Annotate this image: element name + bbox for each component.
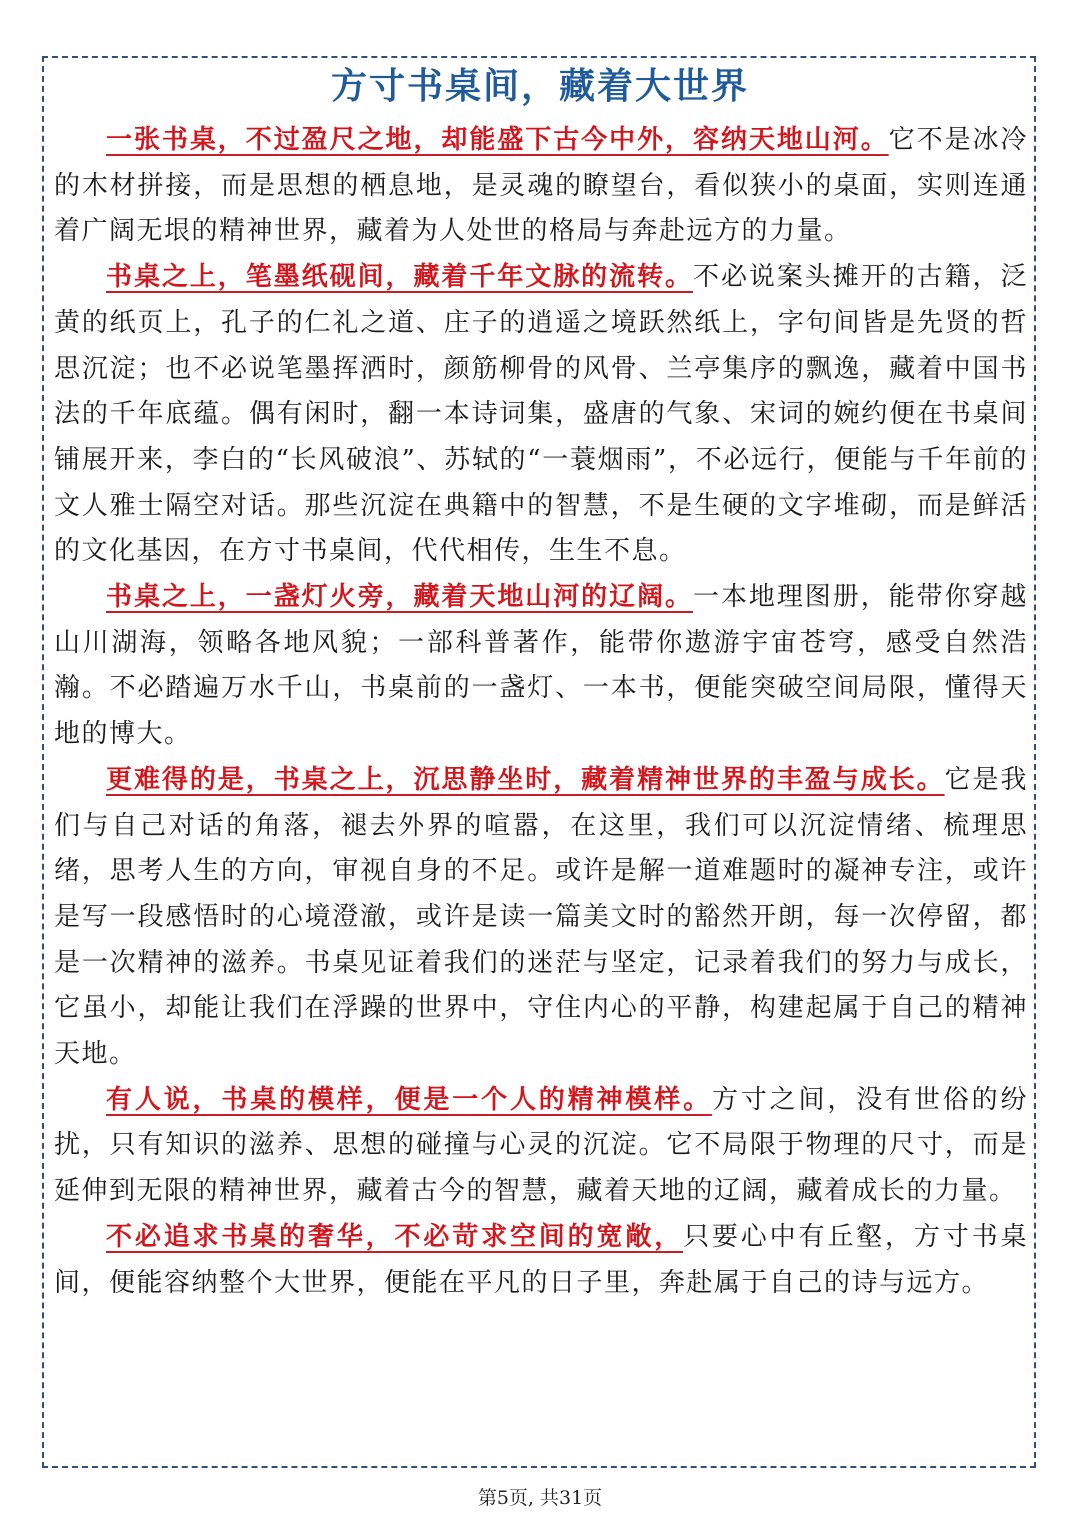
paragraph-text: 只要心中有丘壑，方寸书桌间，便能容纳整个大世界，便能在平凡的日子里，奔赴属于自己的诗与远方。 xyxy=(54,1221,1028,1298)
paragraph-2 xyxy=(54,255,1028,575)
paragraph-lead: 一张书桌，不过盈尺之地，却能盛下古今中外，容纳天地山河。 xyxy=(106,125,889,155)
paragraph-6 xyxy=(54,1215,1028,1306)
page-title: 方寸书桌间，藏着大世界 xyxy=(330,65,749,107)
paragraph-3 xyxy=(54,575,1028,758)
paragraph-4 xyxy=(54,758,1028,1078)
paragraph-lead: 书桌之上，笔墨纸砚间，藏着千年文脉的流转。 xyxy=(106,262,693,293)
essay-body xyxy=(54,118,1028,1306)
paragraph-text: 它不是冰冷的木材拼接，而是思想的栖息地，是灵魂的瞭望台，看似狭小的桌面，实则连通着广阔无垠的精神世界，藏着为人处世的格局与奔赴远方的力量。 xyxy=(54,125,1028,247)
paragraph-lead: 不必追求书桌的奢华，不必苛求空间的宽敞， xyxy=(106,1221,684,1252)
paragraph-text: 一本地理图册，能带你穿越山川湖海，领略各地风貌；一部科普著作，能带你遨游宇宙苍穹，感受自然浩瀚。不必踏遍万水千山，书桌前的一盏灯、一本书，便能突破空间局限，懂得天地的博大。 xyxy=(54,582,1028,750)
paragraph-lead: 书桌之上，一盏灯火旁，藏着天地山河的辽阔。 xyxy=(106,582,693,613)
paragraph-1 xyxy=(54,118,1028,255)
paragraph-5 xyxy=(54,1078,1028,1215)
paragraph-text: 不必说案头摊开的古籍，泛黄的纸页上，孔子的仁礼之道、庄子的逍遥之境跃然纸上，字句间皆是先贤的哲思沉淀；也不必说笔墨挥洒时，颜筋柳骨的风骨、兰亭集序的飘逸，藏着中国书法的千年底蕴。偶有闲时，翻一本诗词集，盛唐的气象、宋词的婉约便在书桌间铺展开来，李白的“长风破浪”、苏轼的“一蓑烟雨”，不必远行，便能与千年前的文人雅士隔空对话。那些沉淀在典籍中的智慧，不是生硬的文字堆砌，而是鲜活的文化基因，在方寸书桌间，代代相传，生生不息。 xyxy=(54,262,1028,567)
paragraph-text: 方寸之间，没有世俗的纷扰，只有知识的滋养、思想的碰撞与心灵的沉淀。它不局限于物理的尺寸，而是延伸到无限的精神世界，藏着古今的智慧，藏着天地的辽阔，藏着成长的力量。 xyxy=(54,1084,1028,1207)
paragraph-text: 它是我们与自己对话的角落，褪去外界的喧嚣，在这里，我们可以沉淀情绪、梳理思绪，思考人生的方向，审视自身的不足。或许是解一道难题时的凝神专注，或许是写一段感悟时的心境澄澈，或许是读一篇美文时的豁然开朗，每一次停留，都是一次精神的滋养。书桌见证着我们的迷茫与坚定，记录着我们的努力与成长，它虽小，却能让我们在浮躁的世界中，守住内心的平静，构建起属于自己的精神天地。 xyxy=(54,764,1028,1070)
paragraph-lead: 有人说，书桌的模样，便是一个人的精神模样。 xyxy=(106,1084,712,1115)
page-number: 第5页, 共31页 xyxy=(477,1487,603,1509)
paragraph-lead: 更难得的是，书桌之上，沉思静坐时，藏着精神世界的丰盈与成长。 xyxy=(106,764,945,795)
